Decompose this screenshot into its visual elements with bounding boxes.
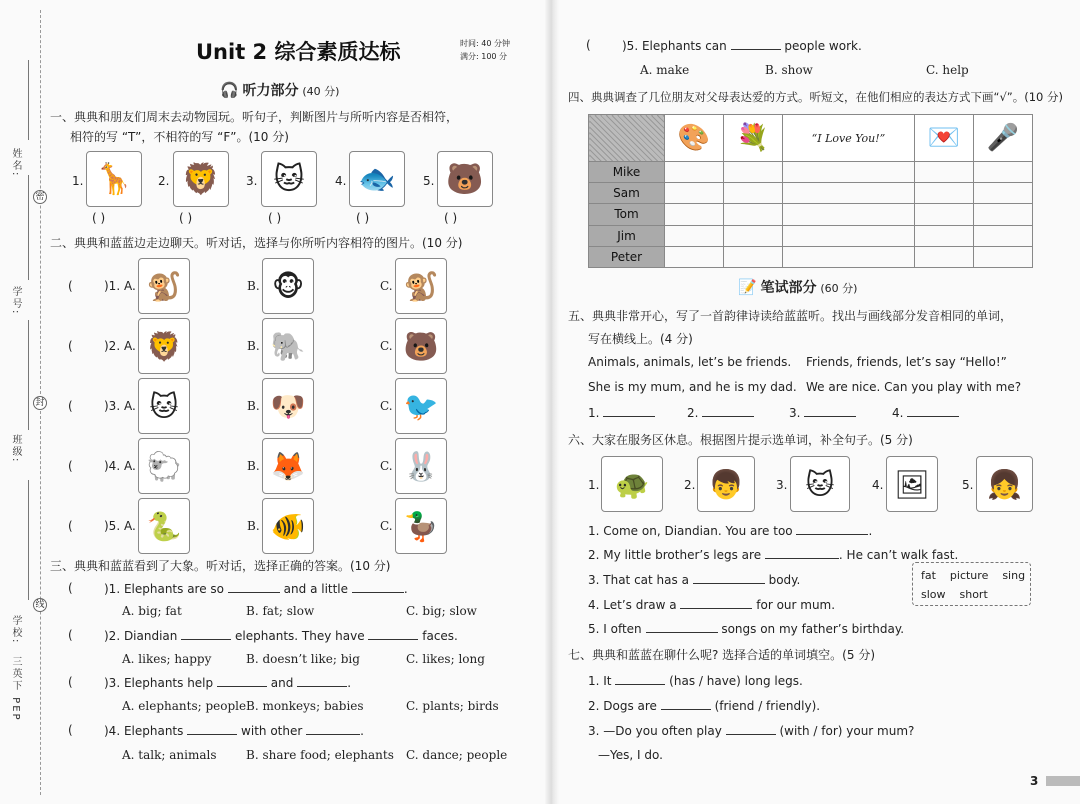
q3-item-3: )3. Elephants help and . — [104, 676, 352, 690]
duck-icon: 🦆 — [395, 498, 447, 554]
girl-singing-icon: 👧 — [976, 456, 1033, 512]
q6-sentence-5: 5. I often songs on my father’s birthday. — [588, 622, 905, 636]
q6-instruction: 六、大家在服务区休息。根据图片提示选单词，补全句子。(5 分) — [568, 433, 913, 447]
q6-sentence-2: 2. My little brother’s legs are . He can’t walk fast. — [588, 548, 959, 562]
name-tom: Tom — [589, 204, 665, 225]
grade-label: 三英下 PEP — [10, 656, 21, 722]
q6-sentence-3: 3. That cat has a body. — [588, 573, 801, 587]
listening-header: 🎧 听力部分 (40 分) — [220, 81, 340, 99]
poem-line-1: Animals, animals, let’s be friends. — [588, 355, 792, 369]
binding-strip — [0, 0, 48, 804]
q7-sentence-3: 3. —Do you often play (with / for) your mum? — [588, 724, 915, 738]
elephant-icon: 🐘 — [262, 318, 314, 374]
pencil-icon: 📝 — [738, 278, 757, 296]
answer-blank[interactable] — [702, 405, 754, 417]
page-number: 3 — [1030, 774, 1039, 788]
q3-item-5: )5. Elephants can people work. — [622, 39, 862, 53]
lions-icon: 🦁 — [138, 318, 190, 374]
time-limit: 时间: 40 分钟 — [460, 39, 510, 48]
giraffe-icon: 🦒 — [86, 151, 142, 207]
worksheet-page: 姓名: 密 学号: 封 班级: 线 学校: 三英下 PEP Unit 2 综合素质达标 时间: 40 分钟 满分: 100 分 🎧 听力部分 (40 分) 一、典典和朋友们周末去动物园玩。听句子，判断图片与所听内容是否相符， 相符的写 “T”，不相符的写 “F”。(10 分) 1. 🦒 2. 🦁 3. 🐱 4. 🐟 5. 🐻 ( ) ( ) ( ) ( ) ( ) 二、典典和蓝蓝边走边聊天。听对话，选择与你所听内容相符的图片。(10 分) ( )1. A. 🐒 B. 🐵 C. 🐒 ( )2. A. 🦁 B. 🐘 C. 🐻 ( )3. A. 🐱 B. 🐶 C. 🐦 ( )4. A. 🐑 B. 🦊 C. 🐰 ( )5. A. 🐍 B. 🐠 C. 🦆 三、典典和蓝蓝看到了大象。听对话，选择正确的答案。(10 分) ( )1. Elephants are so and a little . A. big; fat B. fat; slow C. big; slow ( )2. Diandian elephants. They have faces. A. likes; happy B. doesn’t like; big C. likes; long ( )3. Elephants help and . A. elephants; people B. monkeys; babies C. plants; birds ( )4. Elephants with other . A. talk; animals B. share food; elephants C. dance; people ( )5. Elephants can people work. A. make B. show C. help 四、典典调查了几位朋友对父母表达爱的方式。听短文，在他们相应的表达方式下画“√”。(10 分) 🎨 💐 “I Love You!” 💌 🎤 Mike Sam Tom Jim Peter 📝 笔试部分 (60 分) 五、典典非常开心，写了一首韵律诗读给蓝蓝听。找出与画线部分发音相同的单词， 写在横线上。(4 分) Animals, animals, let’s be friends. Friends, friends, let’s say “Hello!” She is my mum, and he is my dad. We are nice. Can you play with me? 1. 2. 3. 4. 六、大家在服务区休息。根据图片提示选单词，补全句子。(5 分) 1. 🐢 2. 👦 3. 🐱 4. 🖼 5. 👧 1. Come on, Diandian. You are too . 2. My little brother’s legs are . He can’t walk fast. 3. That cat has a body. 4. Let’s draw a for our mum. 5. I often songs on my father’s birthday. fat picture sing slow short 七、典典和蓝蓝在聊什么呢? 选择合适的单词填空。(5 分) 1. It (has / have) long legs. 2. Dogs are (friend / friendly). 3. —Do you often play (with / for) your mum? —Yes, I do. 3 — [0, 0, 1080, 804]
word-bank: fat picture sing slow short — [912, 562, 1031, 606]
answer-blank[interactable] — [804, 405, 856, 417]
q6-sentence-1: 1. Come on, Diandian. You are too . — [588, 524, 873, 538]
answer-paren[interactable]: ( ) — [179, 211, 193, 225]
q7-instruction: 七、典典和蓝蓝在聊什么呢? 选择合适的单词填空。(5 分) — [568, 648, 875, 662]
dog-icon: 🐶 — [262, 378, 314, 434]
id-label: 学号: — [10, 286, 21, 316]
cat-icon: 🐱 — [138, 378, 190, 434]
writing-header: 📝 笔试部分 (60 分) — [738, 278, 858, 296]
answer-paren[interactable]: ( ) — [444, 211, 458, 225]
q7-answer: —Yes, I do. — [598, 748, 663, 762]
full-score: 满分: 100 分 — [460, 52, 508, 61]
q3-item-1: )1. Elephants are so and a little . — [104, 582, 408, 596]
poem-line-2: Friends, friends, let’s say “Hello!” — [806, 355, 1007, 369]
q4-instruction: 四、典典调查了几位朋友对父母表达爱的方式。听短文，在他们相应的表达方式下画“√”。(10 分) — [568, 90, 1064, 104]
q2-instruction: 二、典典和蓝蓝边走边聊天。听对话，选择与你所听内容相符的图片。(10 分) — [50, 236, 463, 250]
painting-icon: 🎨 — [665, 115, 724, 162]
answer-paren[interactable]: ( ) — [268, 211, 282, 225]
school-label: 学校: — [10, 615, 21, 645]
monkey-icon: 🐒 — [395, 258, 447, 314]
answer-paren[interactable]: ( ) — [356, 211, 370, 225]
survey-table — [588, 114, 1033, 268]
lion-icon: 🦁 — [173, 151, 229, 207]
bear-icon: 🐻 — [437, 151, 493, 207]
q1-instruction-2: 相符的写 “T”，不相符的写 “F”。(10 分) — [70, 130, 289, 144]
seal-xian: 线 — [33, 598, 47, 612]
q3-item-2: )2. Diandian elephants. They have faces. — [104, 629, 458, 643]
page-title: Unit 2 综合素质达标 — [196, 40, 401, 64]
card-icon: 💌 — [914, 115, 973, 162]
fox-icon: 🦊 — [262, 438, 314, 494]
sheep-icon: 🐑 — [138, 438, 190, 494]
rabbit-icon: 🐰 — [395, 438, 447, 494]
name-mike: Mike — [589, 162, 665, 183]
class-label: 班级: — [10, 434, 21, 464]
bear-icon: 🐻 — [395, 318, 447, 374]
flowers-icon: 💐 — [723, 115, 782, 162]
q5-instruction-2: 写在横线上。(4 分) — [588, 332, 693, 346]
drawing-icon: 🖼 — [886, 456, 938, 512]
poem-line-4: We are nice. Can you play with me? — [806, 380, 1022, 394]
name-sam: Sam — [589, 183, 665, 204]
q7-sentence-2: 2. Dogs are (friend / friendly). — [588, 699, 821, 713]
q3-instruction: 三、典典和蓝蓝看到了大象。听对话，选择正确的答案。(10 分) — [50, 559, 391, 573]
answer-paren[interactable]: ( ) — [92, 211, 106, 225]
headphones-icon: 🎧 — [220, 81, 239, 99]
name-label: 姓名: — [10, 148, 21, 178]
cat-icon: 🐱 — [261, 151, 317, 207]
seal-feng: 封 — [33, 396, 47, 410]
fat-cat-icon: 🐱 — [790, 456, 850, 512]
q6-sentence-4: 4. Let’s draw a for our mum. — [588, 598, 836, 612]
q5-instruction: 五、典典非常开心，写了一首韵律诗读给蓝蓝听。找出与画线部分发音相同的单词， — [568, 309, 1013, 323]
singing-icon: 🎤 — [973, 115, 1032, 162]
fish-icon: 🐟 — [349, 151, 405, 207]
page-fold — [545, 0, 559, 804]
two-monkeys-icon: 🐵 — [262, 258, 314, 314]
slow-walking-icon: 🐢 — [601, 456, 663, 512]
fish-icon: 🐠 — [262, 498, 314, 554]
page-tab — [1046, 776, 1080, 786]
q1-instruction: 一、典典和朋友们周末去动物园玩。听句子，判断图片与所听内容是否相符， — [50, 110, 459, 124]
q7-sentence-1: 1. It (has / have) long legs. — [588, 674, 803, 688]
love-card: “I Love You!” — [782, 115, 914, 162]
answer-blank[interactable] — [907, 405, 959, 417]
name-peter: Peter — [589, 246, 665, 267]
seal-mi: 密 — [33, 190, 47, 204]
name-jim: Jim — [589, 225, 665, 246]
answer-blank[interactable] — [603, 405, 655, 417]
snake-icon: 🐍 — [138, 498, 190, 554]
q3-item-4: )4. Elephants with other . — [104, 724, 364, 738]
bird-icon: 🐦 — [395, 378, 447, 434]
poem-line-3: She is my mum, and he is my dad. — [588, 380, 797, 394]
monkey-icon: 🐒 — [138, 258, 190, 314]
brothers-icon: 👦 — [697, 456, 755, 512]
